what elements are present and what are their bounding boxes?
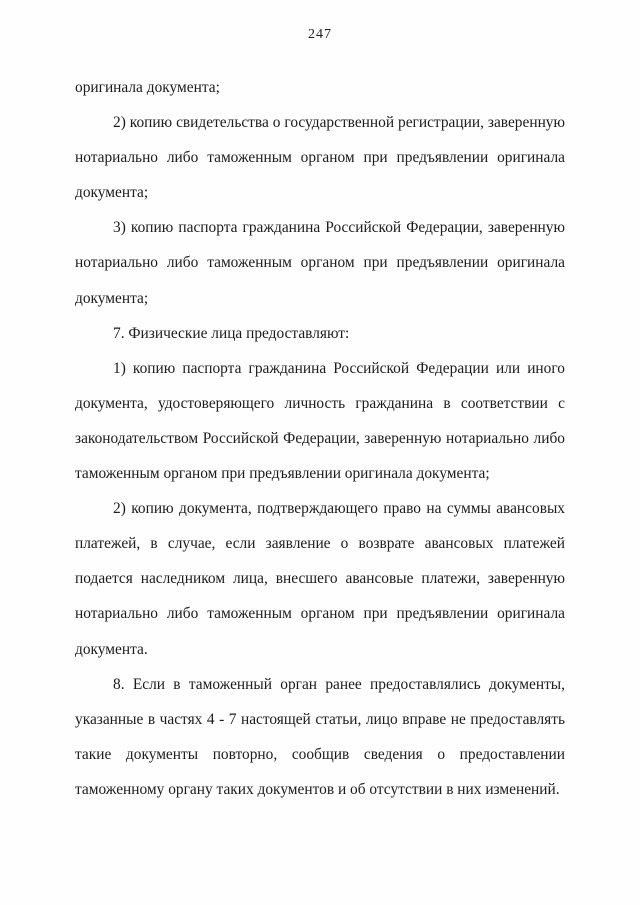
paragraph <box>75 351 565 491</box>
text-line: 7. Физические лица предоставляют: <box>113 324 350 342</box>
paragraph <box>75 70 565 105</box>
text-line: законодательством Российской Федерации, заверенную нотариально либо <box>75 429 565 447</box>
document-body <box>75 70 565 807</box>
paragraph <box>75 210 565 315</box>
text-line: нотариально либо таможенным органом при предъявлении оригинала <box>75 254 565 272</box>
text-line: документа; <box>75 184 149 202</box>
text-line: оригинала документа; <box>75 79 220 96</box>
text-line: таможенному органу таких документов и об отсутствии в них изменений. <box>75 780 560 798</box>
paragraph <box>75 105 565 210</box>
text-line: платежей, в случае, если заявление о возврате авансовых платежей <box>75 535 565 553</box>
text-line: нотариально либо таможенным органом при предъявлении оригинала <box>75 605 565 623</box>
text-line: подается наследником лица, внесшего авансовые платежи, заверенную <box>75 570 565 588</box>
paragraph <box>75 491 565 666</box>
text-line: 1) копию паспорта гражданина Российской Федерации или иного <box>113 359 565 377</box>
text-line: 2) копию свидетельства о государственной регистрации, заверенную <box>113 114 565 132</box>
text-line: указанные в частях 4 - 7 настоящей статьи, лицо вправе не предоставлять <box>75 710 565 728</box>
paragraph <box>75 316 565 351</box>
page-number: 247 <box>308 27 332 42</box>
text-line: 2) копию документа, подтверждающего право на суммы авансовых <box>113 500 565 518</box>
paragraph <box>75 667 565 807</box>
text-line: нотариально либо таможенным органом при предъявлении оригинала <box>75 149 565 167</box>
text-line: 8. Если в таможенный орган ранее предоставлялись документы, <box>113 675 565 693</box>
text-line: документа, удостоверяющего личность гражданина в соответствии с <box>75 394 565 412</box>
text-line: документа. <box>75 640 148 658</box>
text-line: такие документы повторно, сообщив сведения о предоставлении <box>75 745 565 763</box>
text-line: таможенным органом при предъявлении оригинала документа; <box>75 465 490 483</box>
text-line: 3) копию паспорта гражданина Российской Федерации, заверенную <box>113 219 565 237</box>
text-line: документа; <box>75 289 149 307</box>
